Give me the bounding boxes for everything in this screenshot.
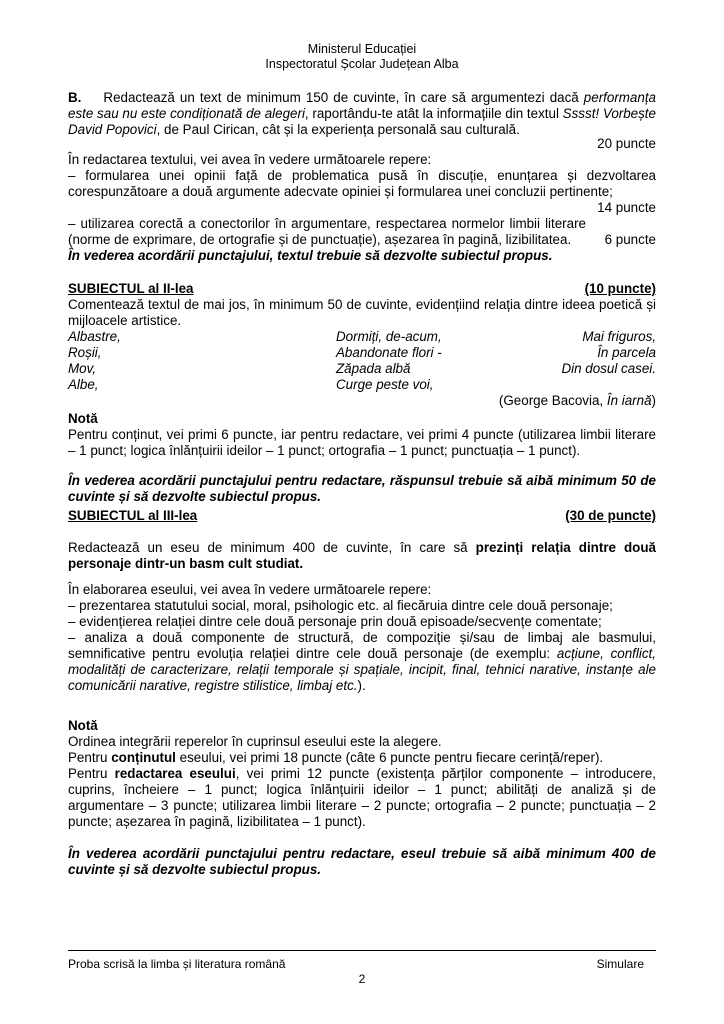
subiect2-points: (10 puncte) xyxy=(584,281,656,296)
poem-row: Mov, Zăpada albă Din dosul casei. xyxy=(68,361,656,376)
page-number: 2 xyxy=(358,972,366,986)
section-b-item2: – utilizarea corectă a conectorilor în argumentare, respectarea normelor limbii literare (norme de exprimare, de ortografie și de punctuație), așezarea în pagină, lizibilitatea. xyxy=(68,216,586,247)
subiect3-points: (30 de puncte) xyxy=(565,508,656,523)
poem-row: Albastre, Dormiți, de-acum, Mai friguros, xyxy=(68,329,656,344)
subiect3-note1: Ordinea integrării reperelor în cuprinsul eseului este la alegere. xyxy=(68,734,442,749)
footer-divider xyxy=(68,950,656,951)
subiect3-item3: – analiza a două componente de structură, de compoziție și/sau de limbaj ale basmului, semnificative pentru evoluția relației dintre cele două personaje (de exemplu: acțiune, conflict, modalități de caracterizare, relații temporale și spațiale, incipit, final, tehnici narative, instanțe ale comunicării narative, registre stilistice, limbaj etc.). xyxy=(68,630,656,693)
section-b-item1: – formularea unei opinii față de problematica pusă în discuție, enunțarea și dezvoltarea corespunzătoare a două argumente adecvate opiniei și formularea unei concluzii pertinente; xyxy=(68,168,656,199)
header-ministry: Ministerul Educației xyxy=(307,42,417,56)
poem-row: Albe, Curge peste voi, xyxy=(68,377,434,392)
section-b-item2-points: 6 puncte xyxy=(604,232,656,247)
subiect3-title: SUBIECTUL al III-lea xyxy=(68,508,198,523)
section-b-final: În vederea acordării punctajului, textul trebuie să dezvolte subiectul propus. xyxy=(68,248,553,263)
subiect2-note-title: Notă xyxy=(68,411,98,426)
subiect2-title: SUBIECTUL al II-lea xyxy=(68,281,194,296)
subiect2-note-text: Pentru conținut, vei primi 6 puncte, iar pentru redactare, vei primi 4 puncte (utilizarea limbii literare – 1 punct; logica înlănțuirii ideilor – 1 punct; ortografia – 1 punct; punctuația – 1 punct). xyxy=(68,427,656,458)
section-b-points: 20 puncte xyxy=(597,136,656,151)
section-b-task: B. Redactează un text de minimum 150 de cuvinte, în care să argumentezi dacă performanța este sau nu este condiționată de alegeri, raportându-te atât la informațiile din textul Sssst! Vorbește David Popovici, de Paul Cirican, cât și la experiența personală sau culturală. xyxy=(68,90,656,137)
subiect3-note3: Pentru redactarea eseului, vei primi 12 puncte (existența părților componente – introducere, cuprins, încheiere – 1 punct; logica înlănțuirii ideilor – 1 punct; abilități de analiză și de argumentare – 3 puncte; utilizarea limbii literare – 2 puncte; ortografia – 2 puncte; punctuația – 2 puncte; așezarea în pagină, lizibilitatea – 1 punct). xyxy=(68,766,656,829)
subiect3-intro: În elaborarea eseului, vei avea în vedere următoarele repere: xyxy=(68,582,432,597)
poem-source: (George Bacovia, În iarnă) xyxy=(498,393,656,408)
subiect3-item2: – evidențierea relației dintre cele două personaje prin două episoade/secvențe comentate; xyxy=(68,614,602,629)
subiect3-note2: Pentru conținutul eseului, vei primi 18 puncte (câte 6 puncte pentru fiecare cerință/reper). xyxy=(68,750,604,765)
section-b-intro: În redactarea textului, vei avea în vedere următoarele repere: xyxy=(68,152,432,167)
subiect3-item1: – prezentarea statutului social, moral, psihologic etc. al fiecăruia dintre cele două personaje; xyxy=(68,598,613,613)
subiect2-task: Comentează textul de mai jos, în minimum 50 de cuvinte, evidențiind relația dintre ideea poetică și mijloacele artistice. xyxy=(68,297,656,328)
footer-session: Simulare xyxy=(596,957,644,971)
subiect3-heading xyxy=(68,508,656,524)
subiect2-heading xyxy=(68,281,656,297)
footer-exam-name: Proba scrisă la limba și literatura română xyxy=(68,957,286,971)
header-inspectorate: Inspectoratul Școlar Județean Alba xyxy=(265,57,459,71)
poem xyxy=(68,329,656,393)
section-b-item1-points: 14 puncte xyxy=(597,200,656,215)
section-b-label: B. xyxy=(68,90,82,105)
poem-row: Roșii, Abandonate flori - În parcela xyxy=(68,345,656,360)
subiect2-final: În vederea acordării punctajului pentru redactare, răspunsul trebuie să aibă minimum 50 de cuvinte și să dezvolte subiectul propus. xyxy=(68,473,656,504)
subiect3-note-title: Notă xyxy=(68,718,98,733)
subiect3-task: Redactează un eseu de minimum 400 de cuvinte, în care să prezinți relația dintre două personaje dintr-un basm cult studiat. xyxy=(68,540,656,571)
subiect3-final: În vederea acordării punctajului pentru redactare, eseul trebuie să aibă minimum 400 de cuvinte și să dezvolte subiectul propus. xyxy=(68,846,656,877)
